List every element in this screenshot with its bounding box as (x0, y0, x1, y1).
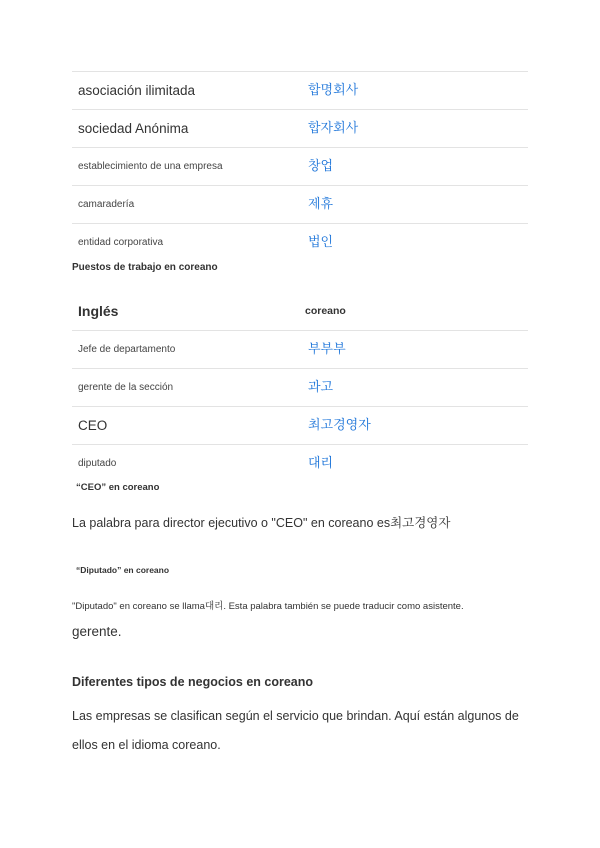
korean-term: 창업 (308, 158, 334, 173)
jobs-section-heading: Puestos de trabajo en coreano (72, 262, 218, 273)
korean-term: 최고경영자 (308, 417, 371, 432)
spanish-term: CEO (78, 418, 108, 433)
column-header-english: Inglés (78, 303, 119, 319)
table-row (72, 224, 528, 261)
table-row (72, 110, 528, 148)
korean-term: 부부부 (308, 341, 346, 356)
ceo-paragraph: La palabra para director ejecutivo o "CEO" en coreano es최고경영자 (72, 516, 451, 530)
korean-term: 대리 (308, 455, 334, 470)
company-types-table (72, 71, 528, 261)
spanish-term: sociedad Anónima (78, 121, 189, 136)
spanish-term: entidad corporativa (78, 237, 164, 248)
spanish-term: Jefe de departamento (78, 344, 176, 355)
spanish-term: diputado (78, 458, 117, 469)
spanish-term: camaradería (78, 199, 135, 210)
table-row (72, 369, 528, 407)
business-paragraph-line-1: Las empresas se clasifican según el servicio que brindan. Aquí están algunos de (72, 709, 519, 723)
ceo-heading: “CEO” en coreano (76, 482, 160, 493)
table-row (72, 186, 528, 224)
business-paragraph-line-2: ellos en el idioma coreano. (72, 738, 221, 752)
diputado-heading: “Diputado” en coreano (76, 565, 170, 575)
business-section-heading: Diferentes tipos de negocios en coreano (72, 675, 314, 689)
table-row (72, 407, 528, 445)
spanish-term: asociación ilimitada (78, 83, 196, 98)
table-row (72, 71, 528, 110)
table-row (72, 148, 528, 186)
jobs-table (72, 293, 528, 482)
korean-term: 법인 (308, 234, 334, 249)
table-row (72, 445, 528, 482)
table-header-row (72, 293, 528, 331)
spanish-term: gerente de la sección (78, 382, 174, 393)
gerente-paragraph: gerente. (72, 624, 122, 639)
korean-term: 합자회사 (308, 120, 359, 135)
spanish-term: establecimiento de una empresa (78, 161, 223, 172)
diputado-paragraph: "Diputado" en coreano se llama대리. Esta palabra también se puede traducir como asistente. (72, 601, 464, 612)
korean-term: 과고 (308, 379, 334, 394)
column-header-korean: coreano (305, 305, 346, 317)
korean-term: 제휴 (308, 196, 334, 211)
table-row (72, 331, 528, 369)
korean-term: 합명회사 (308, 82, 359, 97)
